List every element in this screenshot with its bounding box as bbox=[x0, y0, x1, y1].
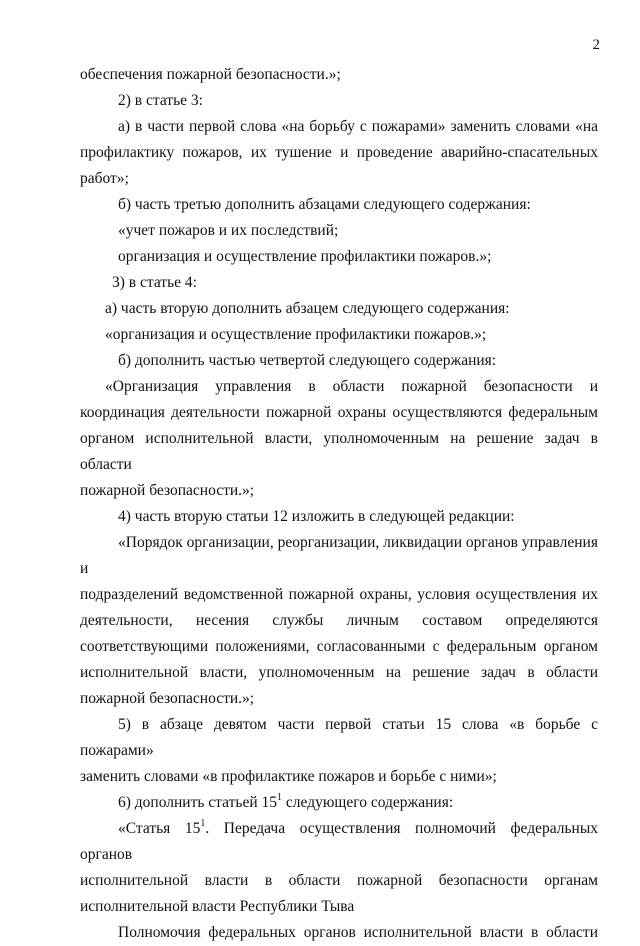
text-span: 6) дополнить статьей 15 bbox=[118, 794, 278, 811]
article-heading bbox=[80, 816, 598, 868]
text-line: а) в части первой слова «на борьбу с пожарами» заменить словами «на bbox=[118, 118, 598, 135]
superscript: 1 bbox=[200, 817, 206, 829]
list-item-6 bbox=[80, 790, 598, 816]
text-line: исполнительной власти в области пожарной безопасности органам bbox=[80, 872, 598, 889]
text-span: «Статья 15 bbox=[118, 820, 201, 837]
text-line: Полномочия федеральных органов исполнительной власти в области bbox=[118, 924, 598, 941]
text-span: следующего содержания: bbox=[282, 794, 454, 811]
text-line: профилактику пожаров, их тушение и проведение аварийно-спасательных bbox=[80, 144, 598, 161]
page-number: 2 bbox=[592, 37, 600, 53]
list-item-4: 4) часть вторую статьи 12 изложить в следующей редакции: bbox=[118, 508, 515, 525]
text-span: . Передача осуществления полномочий федеральных органов bbox=[80, 820, 598, 863]
list-item-3: 3) в статье 4: bbox=[112, 274, 197, 291]
text-line: б) часть третью дополнить абзацами следующего содержания: bbox=[118, 196, 531, 213]
text-line: исполнительной власти Республики Тыва bbox=[80, 898, 355, 915]
text-line: подразделений ведомственной пожарной охраны, условия осуществления их bbox=[80, 586, 598, 603]
text-line: «учет пожаров и их последствий; bbox=[118, 222, 339, 239]
text-line: координация деятельности пожарной охраны осуществляются федеральным bbox=[80, 404, 598, 421]
text-line: пожарной безопасности.»; bbox=[80, 690, 255, 707]
superscript: 1 bbox=[277, 791, 283, 803]
text-line: заменить словами «в профилактике пожаров и борьбе с ними»; bbox=[80, 768, 497, 785]
text-line: «организация и осуществление профилактики пожаров.»; bbox=[105, 326, 487, 343]
list-item-5: 5) в абзаце девятом части первой статьи 15 слова «в борьбе с пожарами» bbox=[80, 716, 598, 759]
text-line: б) дополнить частью четвертой следующего содержания: bbox=[118, 352, 497, 369]
text-line: соответствующими положениями, согласованными с федеральным органом bbox=[80, 638, 598, 655]
text-line: «Организация управления в области пожарной безопасности и bbox=[105, 378, 598, 395]
text-line: «Порядок организации, реорганизации, ликвидации органов управления и bbox=[80, 534, 598, 577]
document-body bbox=[80, 62, 598, 946]
text-line: обеспечения пожарной безопасности.»; bbox=[80, 66, 341, 83]
text-line: работ»; bbox=[80, 170, 129, 187]
text-line: исполнительной власти, уполномоченным на решение задач в области bbox=[80, 664, 598, 681]
text-line: деятельности, несения службы личным составом определяются bbox=[80, 612, 598, 629]
text-line: а) часть вторую дополнить абзацем следующего содержания: bbox=[105, 300, 510, 317]
list-item-2: 2) в статье 3: bbox=[118, 92, 203, 109]
text-line: пожарной безопасности.»; bbox=[80, 482, 255, 499]
text-line: организация и осуществление профилактики пожаров.»; bbox=[118, 248, 492, 265]
text-line: органом исполнительной власти, уполномоченным на решение задач в области bbox=[80, 430, 598, 473]
